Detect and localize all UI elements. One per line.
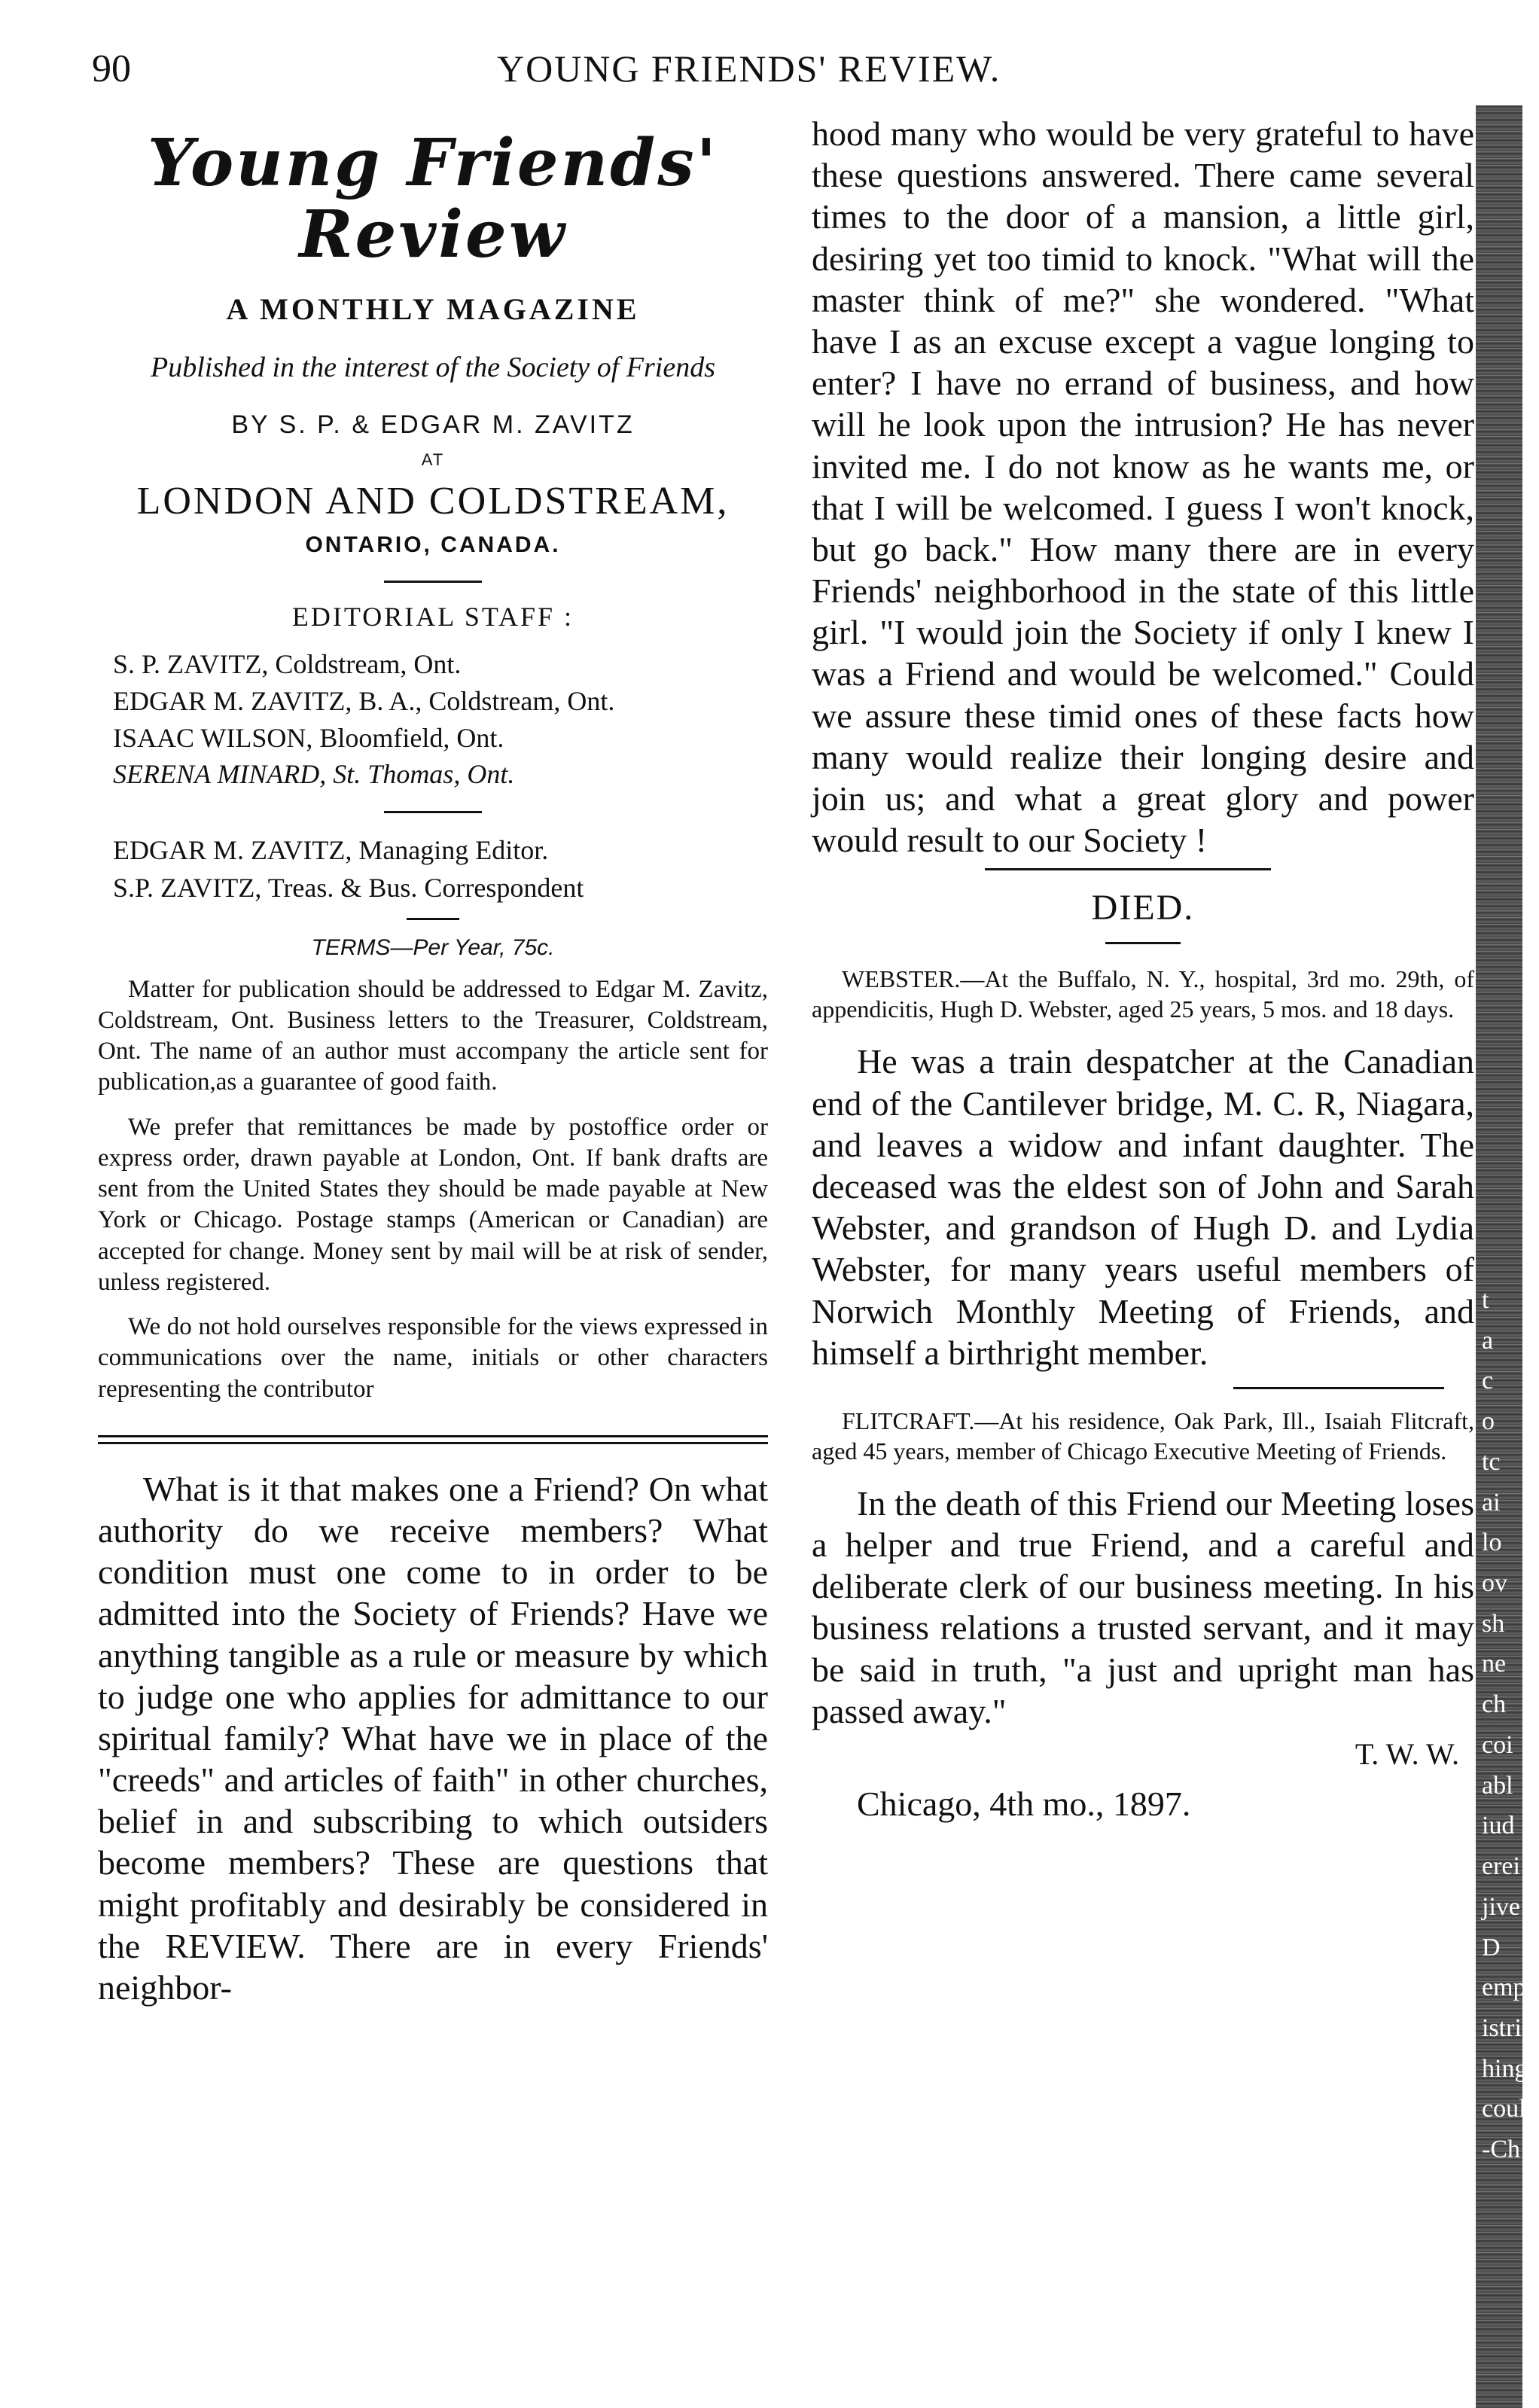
page-number: 90: [92, 47, 131, 90]
edge-fragment: t: [1482, 1286, 1489, 1314]
edge-fragment: abl: [1482, 1771, 1513, 1800]
edge-fragment: hing: [1482, 2054, 1528, 2083]
edge-fragment: lo: [1482, 1529, 1502, 1557]
location-line: LONDON AND COLDSTREAM,: [136, 480, 730, 523]
edge-fragment: iud: [1482, 1812, 1515, 1840]
staff-member: EDGAR M. ZAVITZ, B. A., Coldstream, Ont.: [113, 685, 615, 716]
edge-fragment: jive: [1482, 1892, 1520, 1921]
edge-fragment: ne: [1482, 1650, 1507, 1678]
divider: [384, 581, 482, 583]
publishers-line: BY S. P. & EDGAR M. ZAVITZ: [231, 410, 635, 440]
notice-paragraph: We do not hold ourselves responsible for the views expressed in communications over the name, initials or other characters representing the contributor: [98, 1313, 768, 1403]
obituary-text-flitcraft: In the death of this Friend our Meeting loses a helper and true Friend, and a careful and deliberate clerk of our business meeting. In his business relations a trusted servant, and it may be said in truth, "a just and upright man has passed away.": [812, 1483, 1474, 1730]
edge-fragment: ov: [1482, 1569, 1507, 1598]
masthead-subtitle: A MONTHLY MAGAZINE: [226, 292, 640, 327]
divider: [985, 868, 1271, 870]
edge-fragment: could: [1482, 2095, 1539, 2123]
treasurer-line: S.P. ZAVITZ, Treas. & Bus. Correspondent: [113, 873, 584, 904]
staff-member: ISAAC WILSON, Bloomfield, Ont.: [113, 722, 504, 753]
edge-fragment: c: [1482, 1367, 1494, 1395]
edge-fragment: o: [1482, 1407, 1495, 1436]
running-head: [0, 47, 1461, 99]
divider: [1233, 1387, 1444, 1389]
obituary-notice-flitcraft: FLITCRAFT.—At his residence, Oak Park, Ill., Isaiah Flitcraft, aged 45 years, member of Chicago Executive Meeting of Friends.: [812, 1407, 1474, 1465]
staff-member: S. P. ZAVITZ, Coldstream, Ont.: [113, 649, 462, 680]
editorial-staff-heading: EDITORIAL STAFF :: [291, 602, 574, 632]
signature: T. W. W.: [1355, 1737, 1459, 1771]
obituary-notice-webster: WEBSTER.—At the Buffalo, N. Y., hospital, 3rd mo. 29th, of appendicitis, Hugh D. Webster, aged 25 years, 5 mos. and 18 days.: [812, 965, 1474, 1023]
facing-page-fragments: [1482, 1280, 1539, 2170]
edge-fragment: tc: [1482, 1447, 1501, 1476]
edge-fragment: ai: [1482, 1488, 1501, 1516]
published-statement: Published in the interest of the Society of Friends: [151, 352, 715, 384]
left-column: [98, 113, 768, 2008]
running-title: YOUNG FRIENDS' REVIEW.: [497, 47, 1001, 90]
notice-paragraph: We prefer that remittances be made by postoffice order or express order, drawn payable at London, Ont. If bank drafts are sent from the United States they should be made payable at New York or Chicago. Postage stamps (American or Canadian) are accepted for change. Money sent by mail will be at risk of sender, unless registered.: [98, 1113, 768, 1296]
article-text-left: What is it that makes one a Friend? On what authority do we receive members? What condition must one come to in order to be admitted into the Society of Friends? Have we anything tangible as a rule or measure by which to judge one who applies for admittance to our spiritual family? What have we in place of the "creeds" and articles of faith" in other churches, belief in and subscribing to which outsiders become members? These are questions that might profitably and desirably be considered in the REVIEW. There are in every Friends' neighbor-: [98, 1469, 768, 2007]
edge-fragment: erei: [1482, 1852, 1520, 1881]
edge-fragment: a: [1482, 1326, 1494, 1355]
edge-fragment: sh: [1482, 1609, 1505, 1638]
edge-fragment: -Ch: [1482, 2135, 1520, 2164]
managing-editor: EDGAR M. ZAVITZ, Managing Editor.: [113, 834, 549, 865]
at-line: AT: [421, 450, 445, 470]
right-column: [812, 113, 1474, 1824]
edge-fragment: coi: [1482, 1730, 1513, 1759]
edge-fragment: istri: [1482, 2013, 1522, 2042]
edge-fragment: ch: [1482, 1690, 1507, 1719]
divider: [407, 918, 459, 920]
notice-paragraph: Matter for publication should be addressed to Edgar M. Zavitz, Coldstream, Ont. Business letters to the Treasurer, Coldstream, Ont. The name of an author must accompany the article sent for publication,as a guarantee of good faith.: [98, 975, 768, 1096]
double-rule: [98, 1435, 768, 1444]
subscription-terms: TERMS—Per Year, 75c.: [311, 934, 555, 960]
article-text-right: hood many who would be very grateful to have these questions answered. There came several times to the door of a mansion, a little girl, desiring yet too timid to knock. "What will the master think of me?" she wondered. "What have I as an excuse except a vague longing to enter? I have no errand of business, and how will he look upon the intrusion? He has never invited me. I do not know as he wants me, or that I will be welcomed. I guess I won't knock, but go back." How many there are in every Friends' neighborhood in the state of this little girl. "I would join the Society if only I knew I was a Friend and would be welcomed." Could we assure these timid ones of these facts how many would realize their longing desire and join us; and what a great glory and power would result to our Society !: [812, 114, 1474, 860]
divider: [1105, 942, 1181, 944]
died-heading: DIED.: [1091, 888, 1195, 928]
country-line: ONTARIO, CANADA.: [305, 532, 561, 558]
divider: [384, 811, 482, 813]
staff-member: SERENA MINARD, St. Thomas, Ont.: [113, 759, 515, 790]
edge-fragment: D: [1482, 1933, 1501, 1961]
dateline: Chicago, 4th mo., 1897.: [857, 1785, 1191, 1823]
edge-fragment: emp: [1482, 1974, 1526, 2002]
obituary-text-webster: He was a train despatcher at the Canadian end of the Cantilever bridge, M. C. R, Niagara, and leaves a widow and infant daughter. The deceased was the eldest son of John and Sarah Webster, and grandson of Hugh D. and Lydia Webster, for many years useful members of Norwich Monthly Meeting of Friends, and himself a birthright member.: [812, 1042, 1474, 1372]
masthead-title: Young Friends' Review: [147, 125, 719, 273]
